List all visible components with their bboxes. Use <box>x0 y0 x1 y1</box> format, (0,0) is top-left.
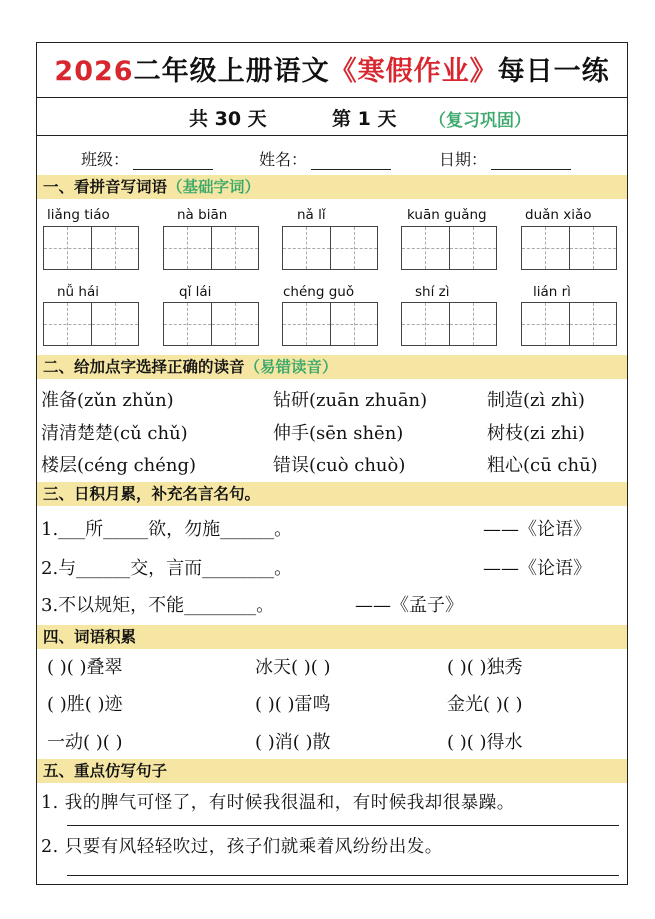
pinyin: duǎn xiǎo <box>525 207 592 223</box>
pinyin: kuān guǎng <box>407 207 487 223</box>
total-days: 共 30 天 <box>189 108 267 130</box>
quote-fill[interactable]: 2.与______交，言而________。 <box>41 558 293 579</box>
pinyin: qǐ lái <box>179 284 212 300</box>
writing-line[interactable] <box>67 825 619 826</box>
writing-grid[interactable] <box>521 302 617 346</box>
review-tag: （复习巩固） <box>429 111 531 131</box>
section-5-header <box>37 759 627 783</box>
pinyin: nǚ hái <box>57 284 99 300</box>
section-1-tag: （基础字词） <box>167 178 261 196</box>
reading-choice: 钻研(zuān zhuān) <box>273 390 428 411</box>
page-title <box>37 49 627 88</box>
writing-grid[interactable] <box>43 302 139 346</box>
title-mid: 二年级上册语文 <box>133 56 330 87</box>
reading-choice: 楼层(céng chéng) <box>41 455 197 476</box>
section-1-title: 一、看拼音写词语 <box>43 178 168 196</box>
quote-source: ——《论语》 <box>483 519 591 540</box>
section-2-title: 二、给加点字选择正确的读音 <box>43 358 245 376</box>
section-3-title: 三、日积月累，补充名言名句。 <box>43 485 261 503</box>
writing-grid[interactable] <box>401 302 497 346</box>
model-sentence: 2. 只要有风轻轻吹过，孩子们就乘着风纷纷出发。 <box>41 837 443 857</box>
writing-grid[interactable] <box>282 226 378 270</box>
section-5-title: 五、重点仿写句子 <box>43 762 168 780</box>
pinyin: chéng guǒ <box>283 284 355 300</box>
reading-choice: 粗心(cū chū) <box>487 455 598 476</box>
idiom-fill[interactable]: ( )( )得水 <box>447 732 523 753</box>
idiom-fill[interactable]: 金光( )( ) <box>447 694 523 715</box>
reading-choice: 制造(zì zhì) <box>487 390 585 411</box>
name-label: 姓名： <box>259 150 308 169</box>
date-field[interactable] <box>491 155 571 170</box>
section-4-title: 四、词语积累 <box>43 628 137 646</box>
idiom-fill[interactable]: ( )( )叠翠 <box>47 657 123 678</box>
pinyin: nǎ lǐ <box>297 207 326 223</box>
worksheet <box>36 42 628 885</box>
day-label: 第 1 天 <box>332 108 397 130</box>
writing-line[interactable] <box>67 875 619 876</box>
idiom-fill[interactable]: 冰天( )( ) <box>255 657 331 678</box>
quote-source: ——《孟子》 <box>355 595 463 616</box>
writing-grid[interactable] <box>43 226 139 270</box>
idiom-fill[interactable]: ( )消( )散 <box>255 732 331 753</box>
section-2-tag: （易错读音） <box>244 358 338 376</box>
reading-choice: 树枝(zi zhi) <box>487 423 585 444</box>
reading-choice: 伸手(sēn shēn) <box>273 423 404 444</box>
writing-grid[interactable] <box>282 302 378 346</box>
pinyin: liǎng tiáo <box>47 207 110 223</box>
section-1-header <box>37 175 627 199</box>
writing-grid[interactable] <box>163 226 259 270</box>
section-3-header <box>37 482 627 506</box>
quote-fill[interactable]: 1.___所_____欲，勿施______。 <box>41 519 293 540</box>
title-book: 《寒假作业》 <box>329 56 498 87</box>
reading-choice: 准备(zǔn zhǔn) <box>41 390 174 411</box>
quote-fill[interactable]: 3.不以规矩，不能________。 <box>41 595 275 616</box>
student-info <box>37 137 627 171</box>
section-4-header <box>37 625 627 649</box>
pinyin: nà biān <box>177 207 228 223</box>
model-sentence: 1. 我的脾气可怪了，有时候我很温和，有时候我却很暴躁。 <box>41 793 515 813</box>
title-end: 每日一练 <box>497 56 610 87</box>
title-year: 2026 <box>54 56 134 87</box>
date-label: 日期： <box>439 150 488 169</box>
writing-grid[interactable] <box>521 226 617 270</box>
class-field[interactable] <box>133 155 213 170</box>
idiom-fill[interactable]: 一动( )( ) <box>47 732 123 753</box>
reading-choice: 清清楚楚(cǔ chǔ) <box>41 423 188 444</box>
pinyin: lián rì <box>533 284 571 300</box>
idiom-fill[interactable]: ( )胜( )迹 <box>47 694 123 715</box>
writing-grid[interactable] <box>163 302 259 346</box>
name-field[interactable] <box>311 155 391 170</box>
section-2-header <box>37 355 627 379</box>
idiom-fill[interactable]: ( )( )独秀 <box>447 657 523 678</box>
quote-source: ——《论语》 <box>483 558 591 579</box>
reading-choice: 错误(cuò chuò) <box>273 455 406 476</box>
writing-grid[interactable] <box>401 226 497 270</box>
class-label: 班级： <box>81 150 130 169</box>
idiom-fill[interactable]: ( )( )雷鸣 <box>255 694 331 715</box>
day-header <box>37 100 627 134</box>
pinyin: shí zì <box>415 284 450 300</box>
